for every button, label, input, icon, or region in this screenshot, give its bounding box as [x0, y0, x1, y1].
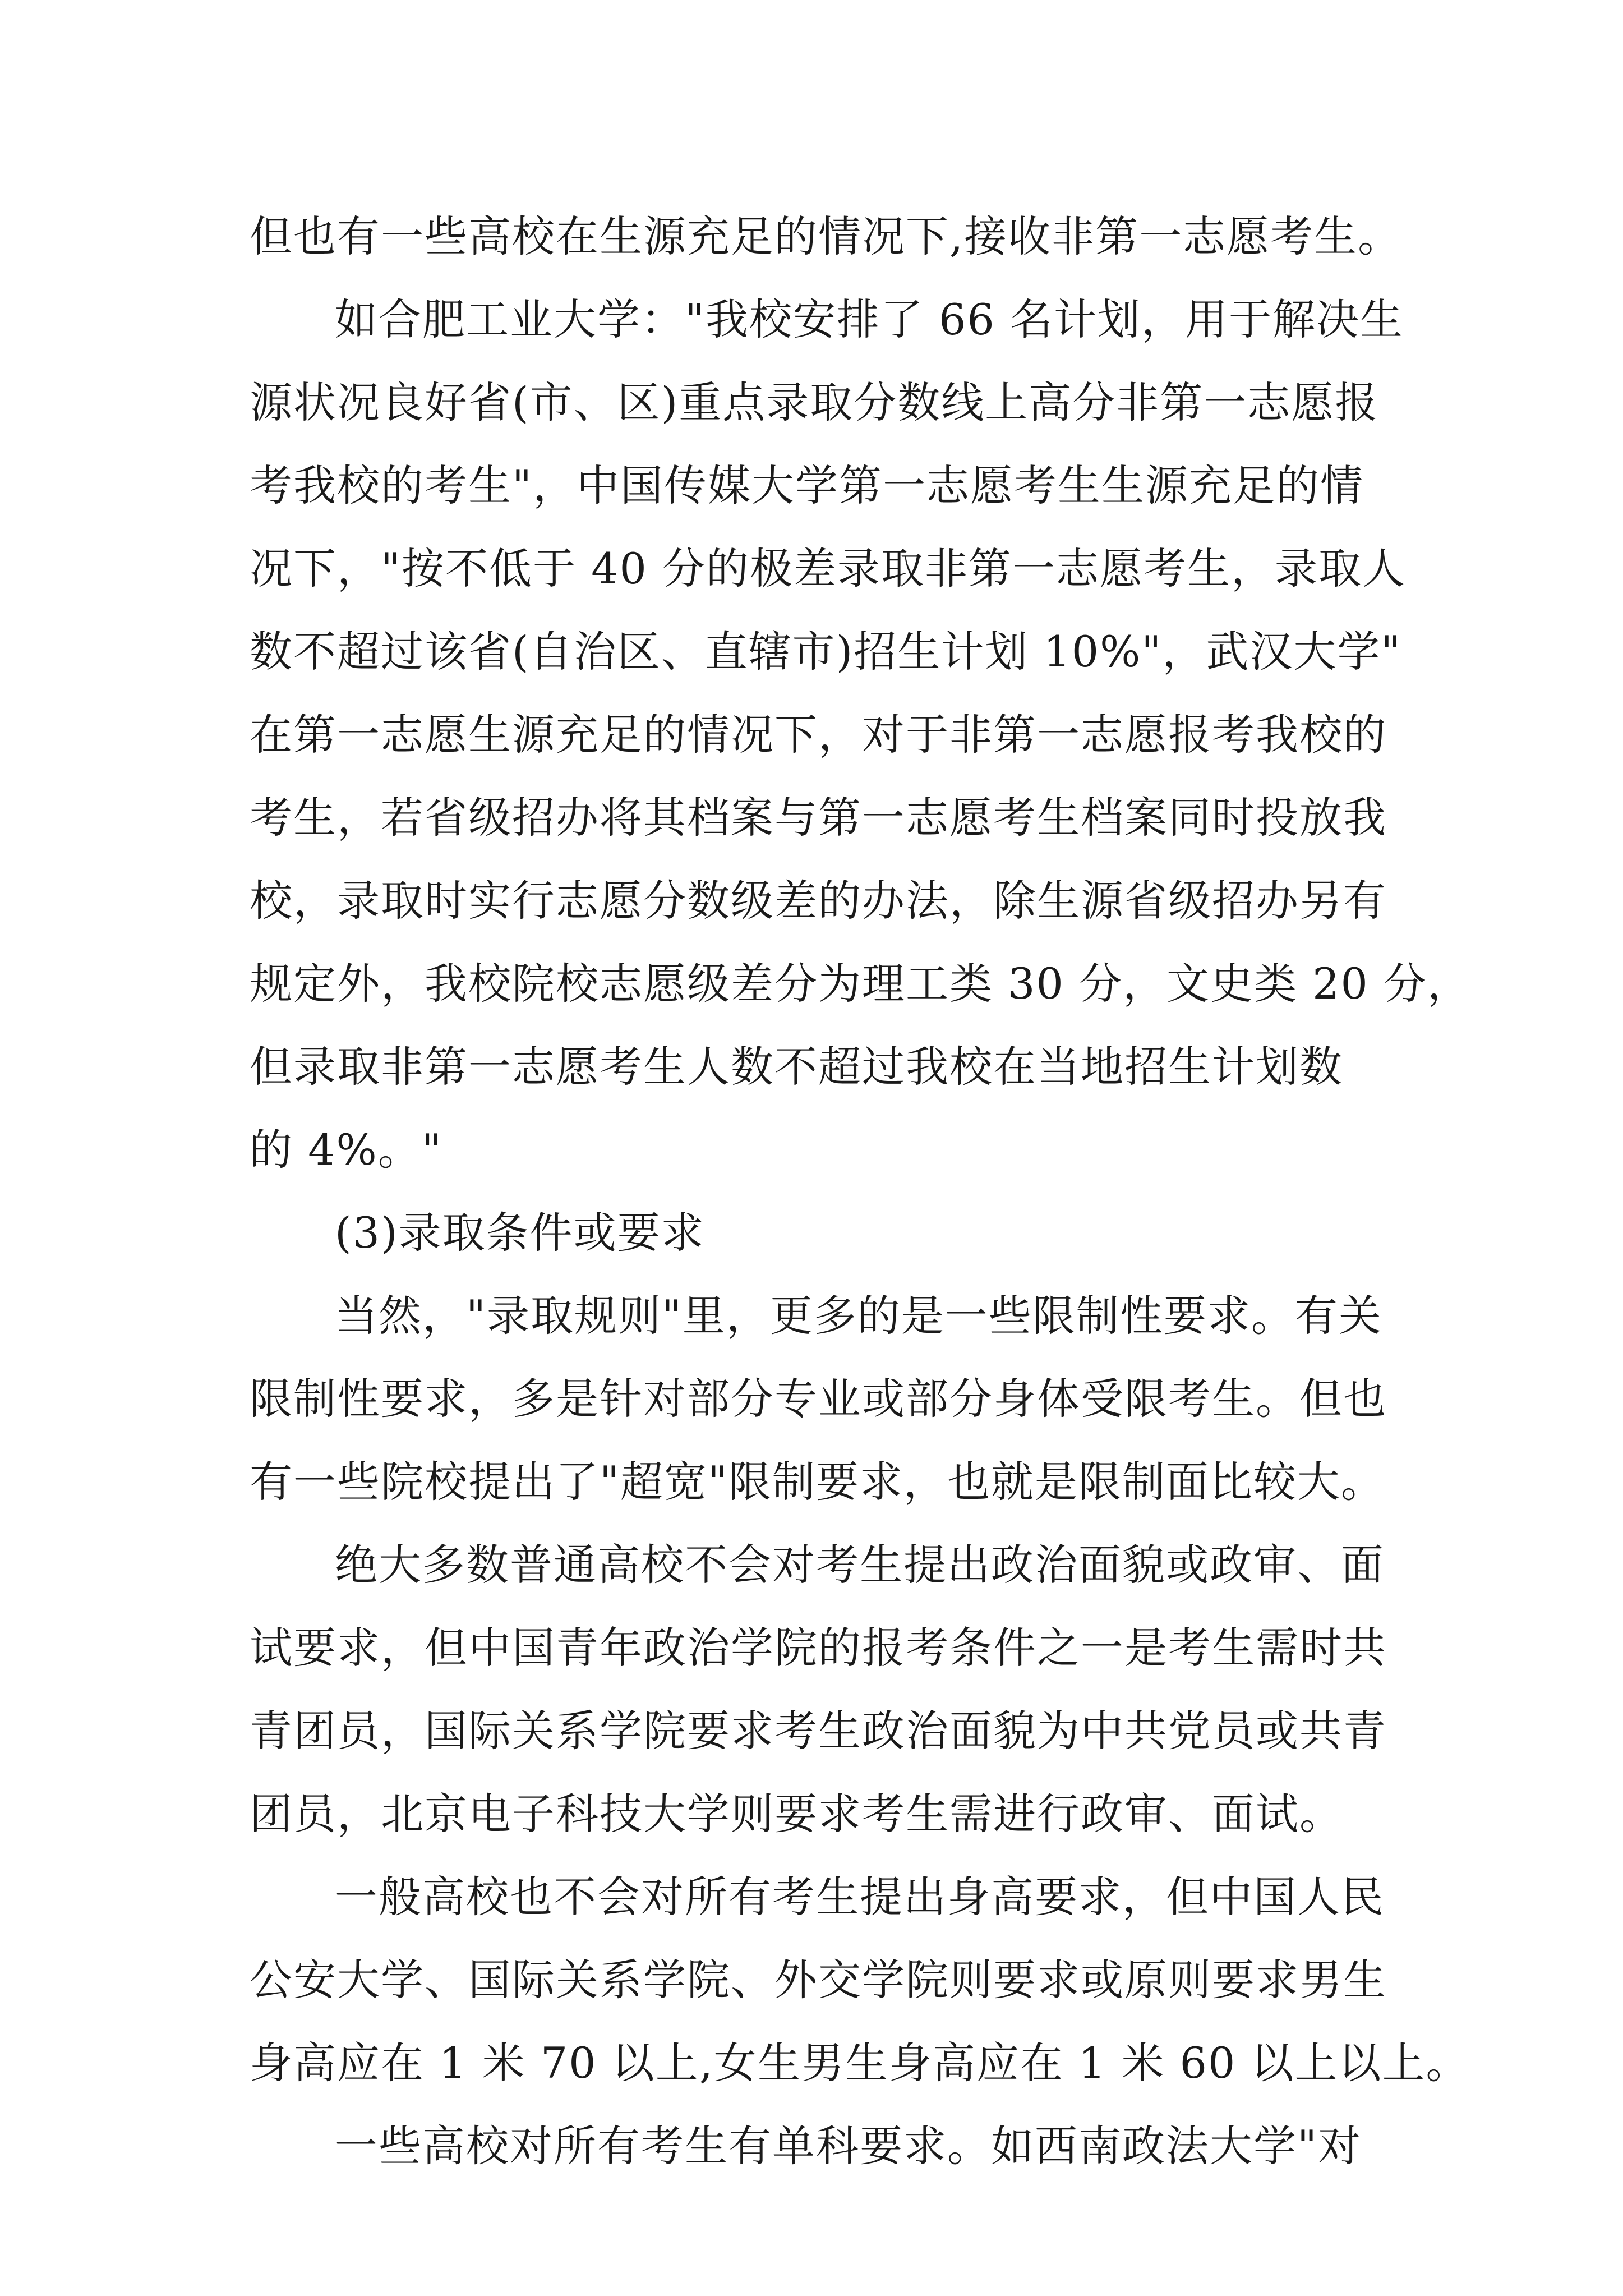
- text-line: 考我校的考生"，中国传媒大学第一志愿考生生源充足的情: [250, 461, 1364, 510]
- text-line: 数不超过该省(自治区、直辖市)招生计划 10%"，武汉大学": [250, 627, 1402, 677]
- section-heading: (3)录取条件或要求: [335, 1208, 705, 1258]
- text-line: 一些高校对所有考生有单科要求。如西南政法大学"对: [335, 2121, 1362, 2171]
- text-line: 的 4%。": [250, 1125, 442, 1175]
- text-line: 一般高校也不会对所有考生提出身高要求，但中国人民: [335, 1872, 1385, 1922]
- text-line: 当然，"录取规则"里，更多的是一些限制性要求。有关: [335, 1291, 1382, 1341]
- body-text: [250, 195, 1472, 2188]
- text-line: 团员，北京电子科技大学则要求考生需进行政审、面试。: [250, 1789, 1343, 1839]
- text-line: 但也有一些高校在生源充足的情况下,接收非第一志愿考生。: [250, 211, 1402, 261]
- text-line: 公安大学、国际关系学院、外交学院则要求或原则要求男生: [250, 1955, 1387, 2005]
- text-line: 试要求，但中国青年政治学院的报考条件之一是考生需时共: [250, 1623, 1387, 1673]
- text-line: 身高应在 1 米 70 以上,女生男生身高应在 1 米 60 以上以上。: [250, 2038, 1470, 2088]
- text-line: 校，录取时实行志愿分数级差的办法，除生源省级招办另有: [250, 876, 1387, 926]
- text-line: 规定外，我校院校志愿级差分为理工类 30 分，文史类 20 分，: [250, 959, 1472, 1009]
- text-line: 况下，"按不低于 40 分的极差录取非第一志愿考生，录取人: [250, 544, 1406, 593]
- text-line: 有一些院校提出了"超宽"限制要求，也就是限制面比较大。: [250, 1457, 1385, 1507]
- text-line: 在第一志愿生源充足的情况下，对于非第一志愿报考我校的: [250, 710, 1387, 760]
- text-line: 如合肥工业大学："我校安排了 66 名计划，用于解决生: [335, 295, 1404, 344]
- text-line: 限制性要求，多是针对部分专业或部分身体受限考生。但也: [250, 1374, 1387, 1424]
- text-line: 源状况良好省(市、区)重点录取分数线上高分非第一志愿报: [250, 378, 1379, 427]
- text-line: 但录取非第一志愿考生人数不超过我校在当地招生计划数: [250, 1042, 1343, 1092]
- text-line: 绝大多数普通高校不会对考生提出政治面貌或政审、面: [335, 1540, 1385, 1590]
- text-line: 青团员，国际关系学院要求考生政治面貌为中共党员或共青: [250, 1706, 1387, 1756]
- text-line: 考生，若省级招办将其档案与第一志愿考生档案同时投放我: [250, 793, 1387, 843]
